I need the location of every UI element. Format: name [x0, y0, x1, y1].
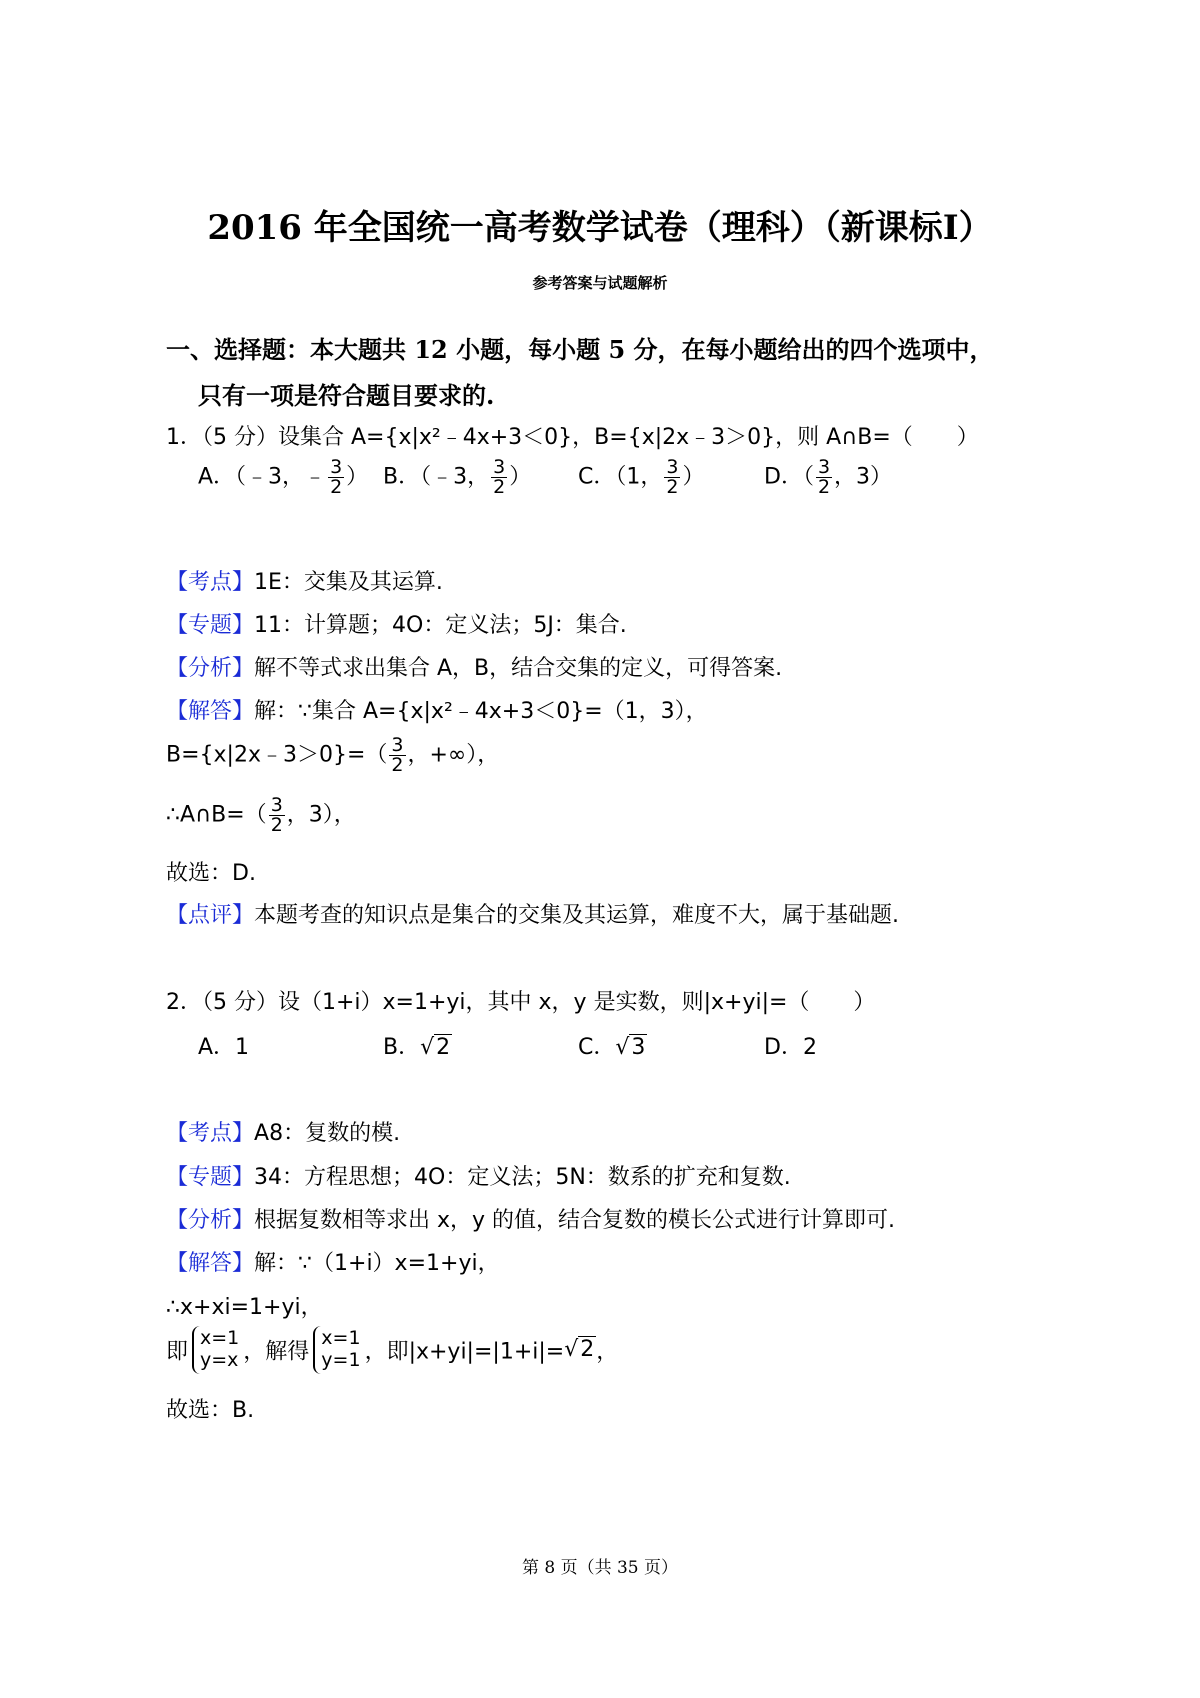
q1-option-a [198, 458, 368, 497]
system1-eq1: x=1 [200, 1327, 240, 1349]
fraction-denominator: 2 [330, 476, 343, 498]
tag-kaodian: 【考点】 [166, 570, 255, 595]
q1-line-b-suffix: ，+∞）， [407, 742, 500, 768]
q1-option-b [383, 458, 531, 497]
q1-stem: 1．（5 分）设集合 A={x|x²﹣4x+3＜0}，B={x|2x﹣3＞0}，则 A∩B=（ ） [166, 425, 979, 450]
q1-choose: 故选：D. [166, 861, 256, 886]
fraction-numerator: 3 [666, 456, 679, 478]
q2-zhuanti-text: 34：方程思想；4O：定义法；5N：数系的扩充和复数. [254, 1165, 791, 1190]
q1-option-a-prefix: A．（﹣3，﹣ [198, 464, 327, 490]
q1-solution-line-ab [166, 796, 356, 835]
q1-option-b-close: ） [509, 464, 532, 490]
q2-option-c-prefix: C． [578, 1035, 616, 1060]
sqrt-sign: √ [420, 1035, 435, 1060]
page-title: 2016 年全国统一高考数学试卷（理科）（新课标Ⅰ） [207, 208, 993, 248]
sqrt-3 [615, 1035, 647, 1060]
tag-jieda: 【解答】 [166, 699, 255, 724]
sqrt-2 [420, 1035, 452, 1060]
q2-option-c [578, 1030, 647, 1061]
section-heading-line1: 一、选择题：本大题共 12 小题，每小题 5 分，在每小题给出的四个选项中， [166, 335, 994, 364]
fraction-denominator: 2 [391, 754, 404, 776]
tag-fenxi: 【分析】 [166, 1208, 255, 1233]
section-heading-line2: 只有一项是符合题目要求的. [198, 381, 495, 410]
tag-zhuanti: 【专题】 [166, 613, 255, 638]
fraction-denominator: 2 [817, 476, 831, 498]
sqrt-radicand: 3 [631, 1035, 646, 1060]
tag-fenxi: 【分析】 [166, 656, 255, 681]
q1-option-c-prefix: C．（1， [578, 464, 663, 490]
q1-option-b-fraction [491, 458, 507, 497]
q2-fenxi-text: 根据复数相等求出 x，y 的值，结合复数的模长公式进行计算即可. [254, 1208, 896, 1233]
q1-option-c-fraction [664, 458, 680, 497]
q1-option-a-fraction [328, 458, 344, 497]
q1-option-c-close: ） [682, 464, 705, 490]
q1-dianping-text: 本题考查的知识点是集合的交集及其运算，难度不大，属于基础题. [254, 903, 900, 928]
q2-option-b [383, 1030, 452, 1061]
q1-zhuanti-text: 11：计算题；4O：定义法；5J：集合. [254, 613, 627, 638]
q2-choose: 故选：B. [166, 1398, 255, 1423]
sqrt-sign: √ [615, 1035, 630, 1060]
q1-zhuanti [166, 608, 627, 639]
q2-solution-system-line [166, 1326, 618, 1374]
q1-jieda [166, 694, 708, 725]
equation-system-1 [192, 1326, 239, 1374]
q1-kaodian [166, 565, 443, 596]
q2-stem: 2．（5 分）设（1+i）x=1+yi，其中 x，y 是实数，则|x+yi|=（ ） [166, 990, 876, 1015]
q1-jieda-text: 解：∵集合 A={x|x²﹣4x+3＜0}=（1，3）， [254, 699, 708, 724]
fraction-denominator: 2 [270, 814, 283, 836]
tag-zhuanti: 【专题】 [166, 1165, 255, 1190]
q2-jiede: ，解得 [243, 1339, 310, 1365]
q2-solution-line2: ∴x+xi=1+yi， [166, 1295, 323, 1320]
q1-option-a-close: ） [346, 464, 369, 490]
tag-kaodian: 【考点】 [166, 1121, 255, 1146]
q1-solution-line-b [166, 736, 499, 775]
q2-jieda [166, 1246, 500, 1277]
fraction-denominator: 2 [666, 476, 679, 498]
fraction-numerator: 3 [493, 456, 506, 478]
page-number: 第 8 页（共 35 页） [521, 1558, 679, 1578]
sqrt-2 [564, 1337, 596, 1362]
fraction-denominator: 2 [493, 476, 506, 498]
q2-result: ，即|x+yi|=|1+i|= [364, 1339, 565, 1365]
q1-line-ab-prefix: ∴A∩B=（ [166, 802, 267, 828]
system2-eq1: x=1 [321, 1327, 361, 1349]
fraction-numerator: 3 [391, 734, 404, 756]
system2-eq2: y=1 [321, 1348, 361, 1371]
equation-system-2 [313, 1326, 360, 1374]
system1-eq2: y=x [200, 1348, 239, 1371]
q1-option-d-fraction [816, 458, 832, 497]
fraction-numerator: 3 [817, 456, 831, 478]
fraction-numerator: 3 [270, 794, 283, 816]
q2-option-d: D．2 [764, 1035, 817, 1060]
page-subtitle: 参考答案与试题解析 [532, 274, 668, 292]
q2-ji: 即 [166, 1339, 189, 1365]
q2-option-a: A．1 [198, 1035, 250, 1060]
q2-jieda-text: 解：∵（1+i）x=1+yi， [254, 1251, 500, 1276]
q1-option-d-suffix: ，3） [834, 464, 893, 490]
q1-option-c [578, 458, 704, 497]
q1-option-d-prefix: D．（ [764, 464, 814, 490]
tag-dianping: 【点评】 [166, 903, 255, 928]
q2-kaodian [166, 1116, 400, 1147]
q2-result-comma: ， [596, 1339, 619, 1365]
tag-jieda: 【解答】 [166, 1251, 255, 1276]
q1-line-ab-suffix: ，3）， [286, 802, 356, 828]
q1-option-d [764, 458, 892, 497]
q2-fenxi [166, 1203, 895, 1234]
q2-zhuanti [166, 1160, 791, 1191]
q1-dianping [166, 898, 899, 929]
q2-option-b-prefix: B． [383, 1035, 421, 1060]
sqrt-radicand: 2 [580, 1337, 595, 1363]
sqrt-radicand: 2 [436, 1035, 451, 1060]
sqrt-sign: √ [564, 1337, 579, 1363]
q1-option-b-prefix: B．（﹣3， [383, 464, 490, 490]
q2-kaodian-text: A8：复数的模. [254, 1121, 401, 1146]
q1-line-b-prefix: B={x|2x﹣3＞0}=（ [166, 742, 388, 768]
q1-fenxi [166, 651, 782, 682]
q1-fenxi-text: 解不等式求出集合 A，B，结合交集的定义，可得答案. [254, 656, 783, 681]
fraction-numerator: 3 [330, 456, 343, 478]
q1-kaodian-text: 1E：交集及其运算. [254, 570, 443, 595]
q1-line-b-fraction [389, 736, 405, 775]
q1-line-ab-fraction [269, 796, 285, 835]
